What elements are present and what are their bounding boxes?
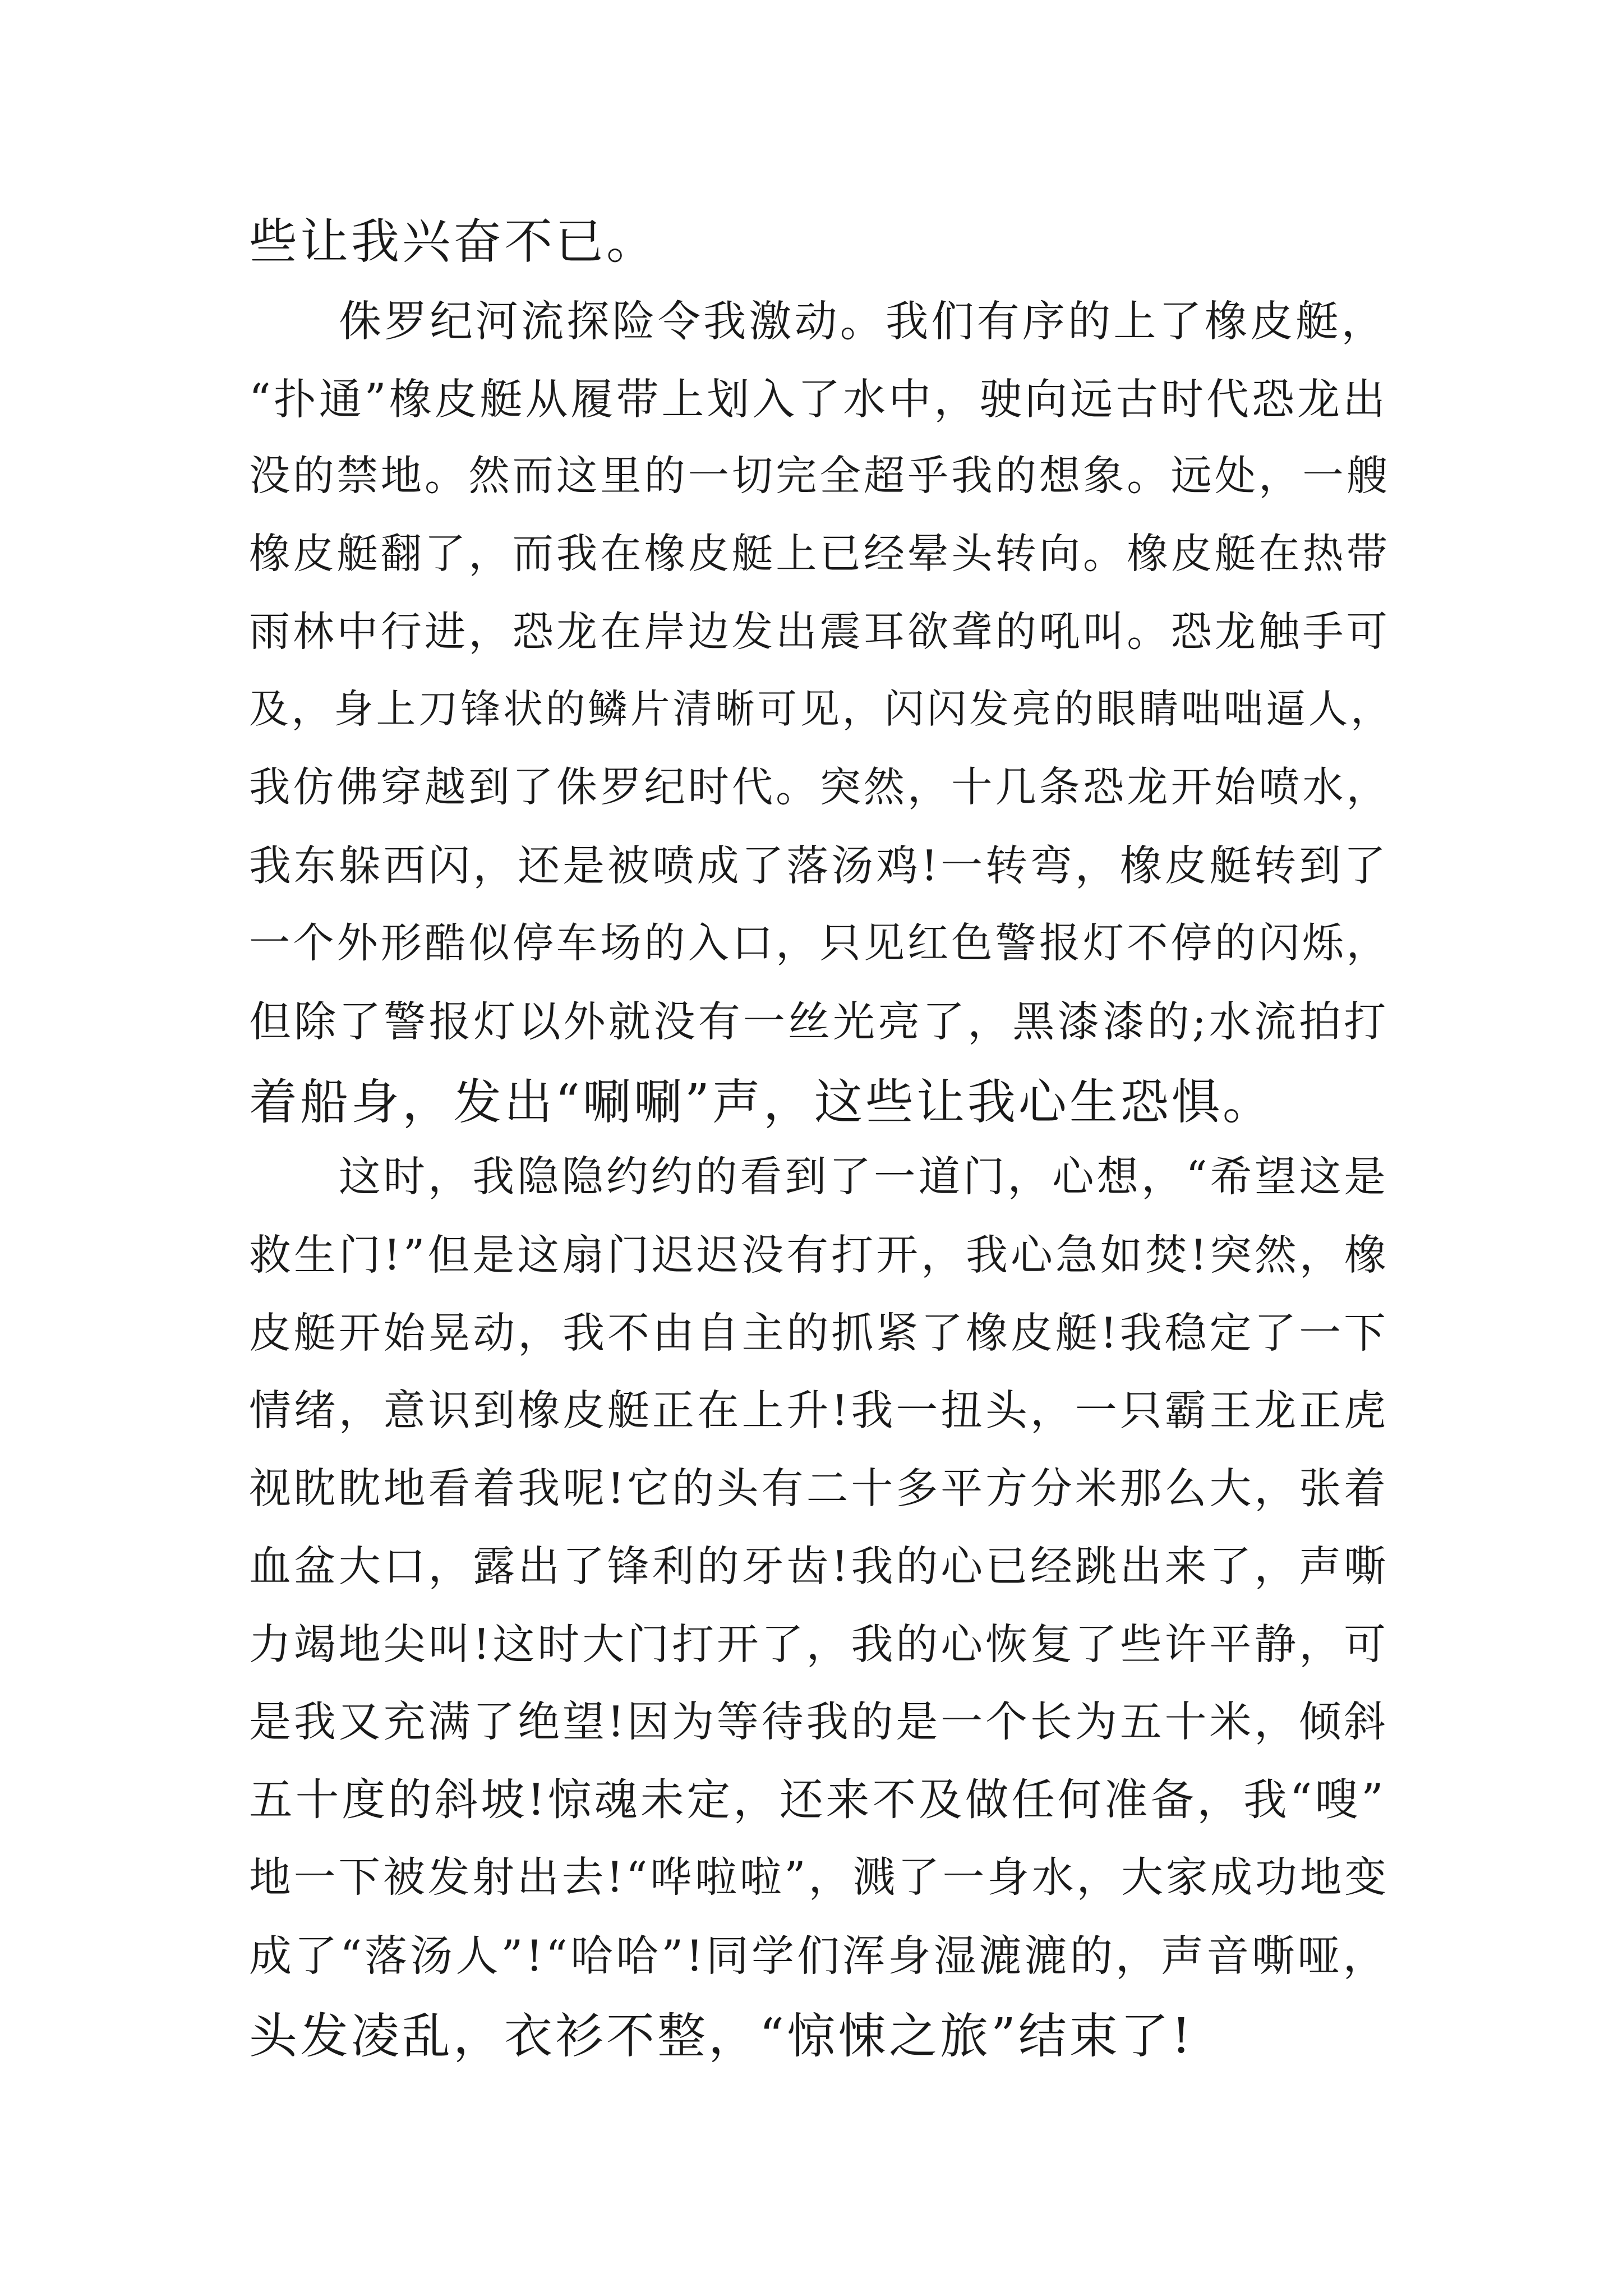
text-line: 着船身，发出“唰唰”声，这些让我心生恐惧。 [249,1074,1274,1130]
text-line: 没的禁地。然而这里的一切完全超乎我的想象。远处，一艘 [249,452,1390,500]
text-line: 皮艇开始晃动，我不由自主的抓紧了橡皮艇!我稳定了一下 [249,1308,1389,1358]
text-line: 我仿佛穿越到了侏罗纪时代。突然，十几条恐龙开始喷水， [249,763,1390,811]
text-line: 五十度的斜坡!惊魂未定，还来不及做任何准备，我“嗖” [249,1775,1386,1825]
paragraph-first-line: 这时，我隐隐约约的看到了一道门，心想，“希望这是 [339,1152,1389,1201]
paragraph-first-line: 侏罗纪河流探险令我激动。我们有序的上了橡皮艇， [339,296,1387,346]
text-line: 视眈眈地看着我呢!它的头有二十多平方分米那么大，张着 [249,1464,1389,1513]
text-line: 成了“落汤人”!“哈哈”!同学们浑身湿漉漉的，声音嘶哑， [249,1931,1389,1981]
text-line: 一个外形酷似停车场的入口，只见红色警报灯不停的闪烁， [249,919,1390,967]
text-line: “扑通”橡皮艇从履带上划入了水中，驶向远古时代恐龙出 [249,374,1388,424]
text-line: 但除了警报灯以外就没有一丝光亮了，黑漆漆的;水流拍打 [249,997,1389,1046]
text-line: 力竭地尖叫!这时大门打开了，我的心恢复了些许平静，可 [249,1619,1389,1669]
text-line: 是我又充满了绝望!因为等待我的是一个长为五十米，倾斜 [249,1697,1389,1746]
text-line: 地一下被发射出去!“哗啦啦”，溅了一身水，大家成功地变 [249,1853,1390,1902]
text-line: 血盆大口，露出了锋利的牙齿!我的心已经跳出来了，声嘶 [249,1542,1389,1591]
text-line: 些让我兴奋不已。 [249,214,657,270]
text-line: 雨林中行进，恐龙在岸边发出震耳欲聋的吼叫。恐龙触手可 [249,608,1390,656]
text-line: 头发凌乱，衣衫不整，“惊悚之旅”结束了! [249,2008,1194,2064]
text-line: 橡皮艇翻了，而我在橡皮艇上已经晕头转向。橡皮艇在热带 [249,530,1390,578]
text-line: 我东躲西闪，还是被喷成了落汤鸡!一转弯，橡皮艇转到了 [249,841,1389,890]
text-line: 情绪，意识到橡皮艇正在上升!我一扭头，一只霸王龙正虎 [249,1386,1389,1435]
text-line: 及，身上刀锋状的鳞片清晰可见，闪闪发亮的眼睛咄咄逼人， [249,686,1393,732]
text-line: 救生门!”但是这扇门迟迟没有打开，我心急如焚!突然，橡 [249,1230,1389,1280]
